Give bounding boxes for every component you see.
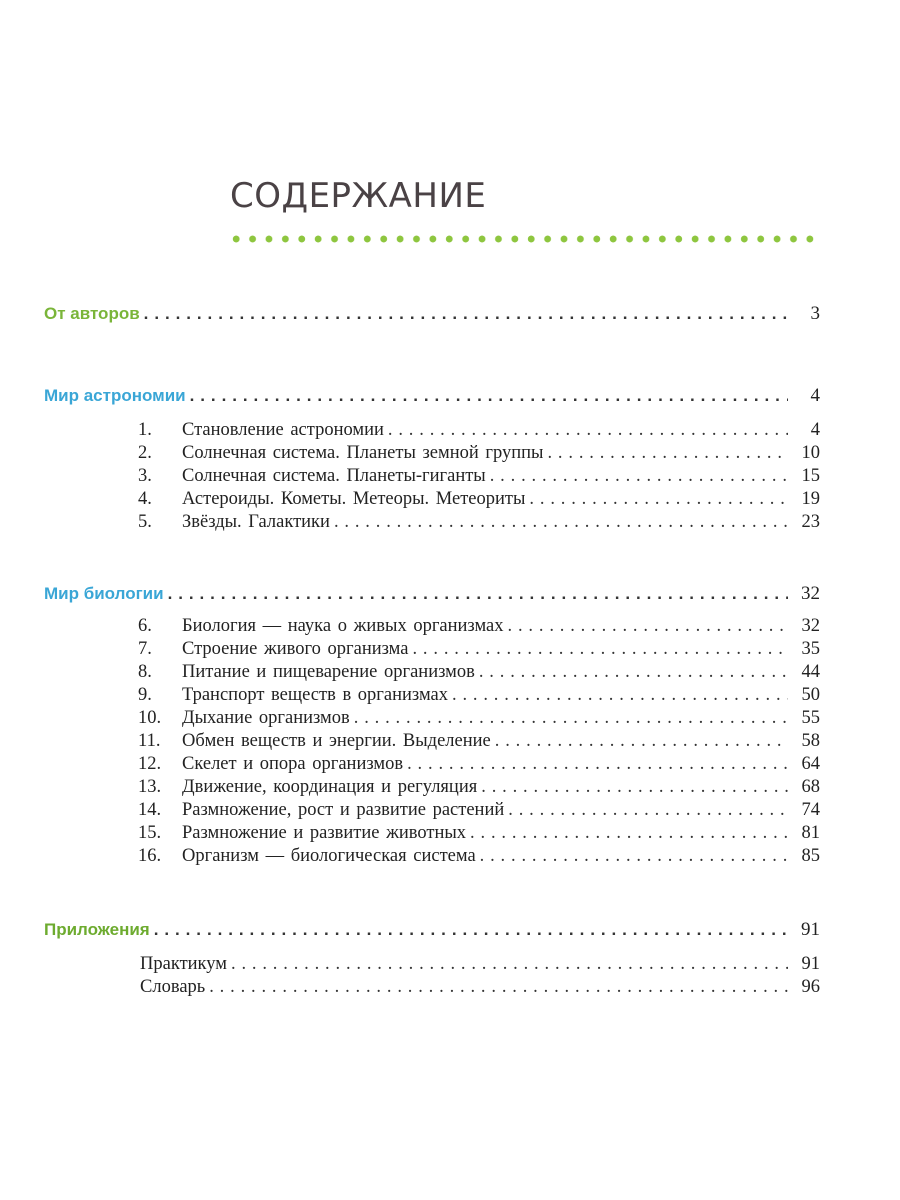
item-title: Размножение, рост и развитие растений — [182, 800, 505, 820]
toc-item[interactable] — [138, 614, 820, 638]
dot-leader — [334, 510, 788, 534]
page-number: 50 — [801, 685, 820, 705]
dot-leader — [144, 302, 788, 326]
item-title: Биология — наука о живых организмах — [182, 616, 504, 636]
page-number: 85 — [801, 846, 820, 866]
page-number: 32 — [801, 616, 820, 636]
page-number: 4 — [810, 385, 820, 406]
toc-item[interactable] — [138, 752, 820, 776]
dot-leader — [209, 975, 788, 999]
toc-item[interactable] — [138, 418, 820, 442]
item-number: 8. — [138, 662, 152, 682]
item-title: Организм — биологическая система — [182, 846, 476, 866]
item-number: 11. — [138, 731, 161, 751]
page-number: 44 — [801, 662, 820, 682]
dot-leader — [490, 464, 788, 488]
page-number: 32 — [801, 583, 820, 604]
toc-section-astronomy[interactable] — [44, 384, 820, 408]
item-number: 13. — [138, 777, 162, 797]
page-number: 96 — [801, 977, 820, 997]
page-number: 23 — [801, 512, 820, 532]
page-number: 35 — [801, 639, 820, 659]
page-number: 74 — [801, 800, 820, 820]
item-number: 6. — [138, 616, 152, 636]
item-title: Дыхание организмов — [182, 708, 350, 728]
dot-leader — [508, 614, 788, 638]
item-title: Звёзды. Галактики — [182, 512, 330, 532]
item-title: Обмен веществ и энергии. Выделение — [182, 731, 491, 751]
page-title: СОДЕРЖАНИЕ — [230, 176, 487, 216]
page-number: 68 — [801, 777, 820, 797]
item-title: Становление астрономии — [182, 420, 384, 440]
section-label: Мир биологии — [44, 584, 164, 603]
dot-leader — [190, 384, 788, 408]
dot-leader — [412, 637, 788, 661]
dot-leader — [407, 752, 788, 776]
page-number: 15 — [801, 466, 820, 486]
item-number: 5. — [138, 512, 152, 532]
toc-item[interactable] — [140, 952, 820, 976]
item-title: Строение живого организма — [182, 639, 409, 659]
dot-leader — [508, 798, 788, 822]
item-number: 12. — [138, 754, 162, 774]
dot-leader — [154, 918, 788, 942]
page-number: 58 — [801, 731, 820, 751]
dot-leader — [168, 582, 788, 606]
page-number: 64 — [801, 754, 820, 774]
item-number: 9. — [138, 685, 152, 705]
toc-item[interactable] — [138, 441, 820, 465]
item-number: 2. — [138, 443, 152, 463]
page-number: 19 — [801, 489, 820, 509]
item-title: Практикум — [140, 954, 227, 974]
item-title: Словарь — [140, 977, 206, 997]
item-number: 4. — [138, 489, 152, 509]
toc-item[interactable] — [140, 975, 820, 999]
item-title: Размножение и развитие животных — [182, 823, 467, 843]
toc-item[interactable] — [138, 798, 820, 822]
item-title: Солнечная система. Планеты-гиганты — [182, 466, 486, 486]
toc-item[interactable] — [138, 683, 820, 707]
dot-leader — [495, 729, 788, 753]
toc-item[interactable] — [138, 487, 820, 511]
page-number: 55 — [801, 708, 820, 728]
toc-item[interactable] — [138, 729, 820, 753]
toc-item[interactable] — [138, 464, 820, 488]
section-label: От авторов — [44, 304, 140, 323]
page-number: 10 — [801, 443, 820, 463]
title-dots-divider — [228, 234, 820, 244]
section-label: Мир астрономии — [44, 386, 186, 405]
page-number: 81 — [801, 823, 820, 843]
item-title: Питание и пищеварение организмов — [182, 662, 475, 682]
dot-leader — [452, 683, 788, 707]
toc-item[interactable] — [138, 637, 820, 661]
section-label: Приложения — [44, 920, 150, 939]
item-number: 16. — [138, 846, 162, 866]
item-number: 14. — [138, 800, 162, 820]
toc-section-authors[interactable] — [44, 302, 820, 326]
item-number: 3. — [138, 466, 152, 486]
toc-item[interactable] — [138, 775, 820, 799]
toc-item[interactable] — [138, 844, 820, 868]
dot-leader — [354, 706, 788, 730]
dot-leader — [231, 952, 788, 976]
item-number: 7. — [138, 639, 152, 659]
toc-item[interactable] — [138, 510, 820, 534]
item-title: Транспорт веществ в организмах — [182, 685, 448, 705]
item-title: Астероиды. Кометы. Метеоры. Метеориты — [182, 489, 526, 509]
item-title: Движение, координация и регуляция — [182, 777, 478, 797]
dot-leader — [388, 418, 788, 442]
dot-leader — [480, 844, 788, 868]
dot-leader — [479, 660, 788, 684]
item-number: 15. — [138, 823, 162, 843]
page-number: 91 — [801, 954, 820, 974]
page-number: 3 — [810, 303, 820, 324]
dot-leader — [529, 487, 788, 511]
item-title: Солнечная система. Планеты земной группы — [182, 443, 544, 463]
dot-leader — [470, 821, 788, 845]
toc-item[interactable] — [138, 706, 820, 730]
item-title: Скелет и опора организмов — [182, 754, 404, 774]
toc-item[interactable] — [138, 660, 820, 684]
item-number: 10. — [138, 708, 162, 728]
toc-section-appendix[interactable] — [44, 918, 820, 942]
dot-leader — [481, 775, 788, 799]
item-number: 1. — [138, 420, 152, 440]
dot-leader — [547, 441, 788, 465]
page-number: 4 — [810, 420, 820, 440]
page-number: 91 — [801, 919, 820, 940]
toc-item[interactable] — [138, 821, 820, 845]
toc-section-biology[interactable] — [44, 582, 820, 606]
